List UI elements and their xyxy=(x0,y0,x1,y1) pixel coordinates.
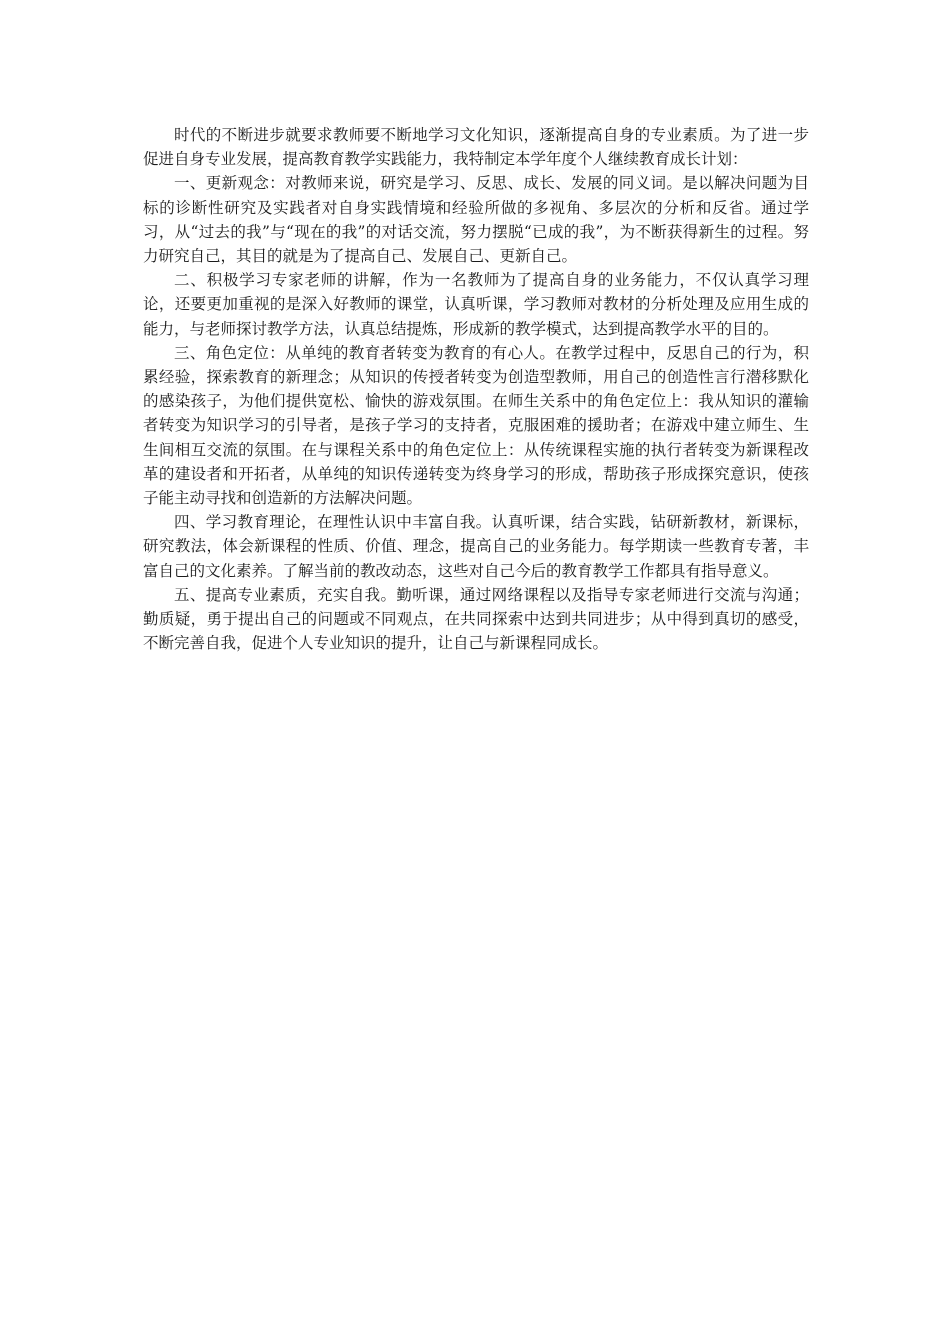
section-2-paragraph: 二、积极学习专家老师的讲解，作为一名教师为了提高自身的业务能力，不仅认真学习理论，还要更加重视的是深入好教师的课堂，认真听课，学习教师对教材的分析处理及应用生成的能力，与老师探讨教学方法，认真总结提炼，形成新的教学模式，达到提高教学水平的目的。 xyxy=(143,271,809,338)
intro-paragraph: 时代的不断进步就要求教师要不断地学习文化知识，逐渐提高自身的专业素质。为了进一步促进自身专业发展，提高教育教学实践能力，我特制定本学年度个人继续教育成长计划： xyxy=(143,126,809,169)
document-body xyxy=(143,123,809,655)
section-3-paragraph: 三、角色定位：从单纯的教育者转变为教育的有心人。在教学过程中，反思自己的行为，积累经验，探索教育的新理念；从知识的传授者转变为创造型教师，用自己的创造性言行潜移默化的感染孩子，为他们提供宽松、愉快的游戏氛围。在师生关系中的角色定位上：我从知识的灌输者转变为知识学习的引导者，是孩子学习的支持者，克服困难的援助者；在游戏中建立师生、生生间相互交流的氛围。在与课程关系中的角色定位上：从传统课程实施的执行者转变为新课程改革的建设者和开拓者，从单纯的知识传递转变为终身学习的形成，帮助孩子形成探究意识，使孩子能主动寻找和创造新的方法解决问题。 xyxy=(143,343,809,508)
section-4-paragraph: 四、学习教育理论，在理性认识中丰富自我。认真听课，结合实践，钻研新教材，新课标，研究教法，体会新课程的性质、价值、理念，提高自己的业务能力。每学期读一些教育专著，丰富自己的文化素养。了解当前的教改动态，这些对自己今后的教育教学工作都具有指导意义。 xyxy=(143,513,809,580)
section-1-paragraph: 一、更新观念：对教师来说，研究是学习、反思、成长、发展的同义词。是以解决问题为目标的诊断性研究及实践者对自身实践情境和经验所做的多视角、多层次的分析和反省。通过学习，从“过去的我”与“现在的我”的对话交流，努力摆脱“已成的我”，为不断获得新生的过程。努力研究自己，其目的就是为了提高自己、发展自己、更新自己。 xyxy=(143,174,809,266)
section-5-paragraph: 五、提高专业素质，充实自我。勤听课，通过网络课程以及指导专家老师进行交流与沟通；勤质疑，勇于提出自己的问题或不同观点，在共同探索中达到共同进步；从中得到真切的感受，不断完善自我，促进个人专业知识的提升，让自己与新课程同成长。 xyxy=(143,585,809,653)
